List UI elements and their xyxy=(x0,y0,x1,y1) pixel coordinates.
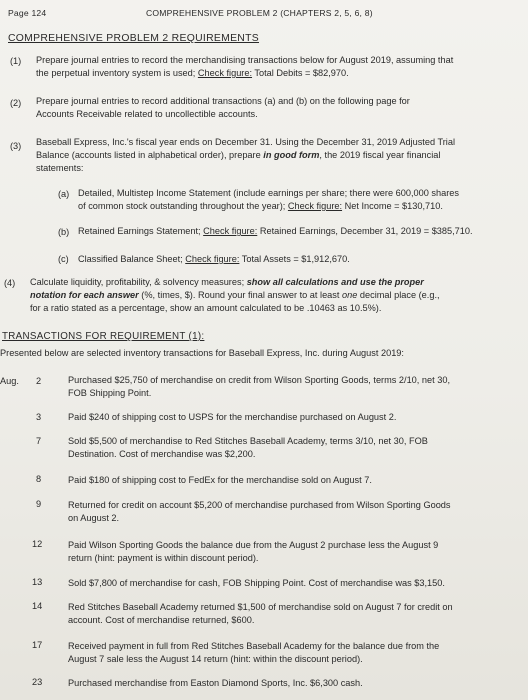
transaction-day: 17 xyxy=(32,640,43,650)
sub-b-label: (b) xyxy=(58,227,70,237)
transaction-text: Purchased $25,750 of merchandise on credit from Wilson Sporting Goods, terms 2/10, net 30, xyxy=(68,375,450,385)
chapter-header: COMPREHENSIVE PROBLEM 2 (CHAPTERS 2, 5, 6, 8) xyxy=(146,8,373,18)
transaction-text: Paid Wilson Sporting Goods the balance due from the August 2 purchase less the August 9 xyxy=(68,540,439,550)
month-label: Aug. xyxy=(0,376,19,386)
sub-c-label: (c) xyxy=(58,254,69,264)
req3-line3: statements: xyxy=(36,163,84,173)
req2-line2: Accounts Receivable related to uncollectible accounts. xyxy=(36,109,258,119)
page-number: Page 124 xyxy=(8,8,47,18)
transaction-text: Paid $180 of shipping cost to FedEx for the merchandise sold on August 7. xyxy=(68,475,372,485)
sub-a-line2: of common stock outstanding throughout the year); Check figure: Net Income = $130,710. xyxy=(78,201,443,211)
req3-line2: Balance (accounts listed in alphabetical order), prepare in good form, the 2019 fiscal year financial xyxy=(36,150,441,160)
sub-a-line1: Detailed, Multistep Income Statement (include earnings per share; there were 600,000 shares xyxy=(78,188,459,198)
transaction-day: 14 xyxy=(32,601,43,611)
transaction-text: Sold $5,500 of merchandise to Red Stitches Baseball Academy, terms 3/10, net 30, FOB xyxy=(68,436,428,446)
transactions-title: TRANSACTIONS FOR REQUIREMENT (1): xyxy=(2,331,205,342)
transaction-text: Purchased merchandise from Easton Diamond Sports, Inc. $6,300 cash. xyxy=(68,678,363,688)
transaction-text: Destination. Cost of merchandise was $2,200. xyxy=(68,449,256,459)
transaction-day: 7 xyxy=(36,436,42,446)
req1-line1: Prepare journal entries to record the merchandising transactions below for August 2019, assuming that xyxy=(36,55,454,65)
req4-line1: Calculate liquidity, profitability, & solvency measures; show all calculations and use the proper xyxy=(30,277,424,287)
req1-number: (1) xyxy=(10,56,22,66)
transaction-day: 12 xyxy=(32,539,43,549)
transaction-text: account. Cost of merchandise returned, $600. xyxy=(68,615,255,625)
transactions-intro: Presented below are selected inventory transactions for Baseball Express, Inc. during August 2019: xyxy=(0,348,404,358)
transaction-text: Returned for credit on account $5,200 of merchandise purchased from Wilson Sporting Goods xyxy=(68,500,451,510)
sub-a-label: (a) xyxy=(58,189,70,199)
req2-number: (2) xyxy=(10,98,22,108)
transaction-day: 3 xyxy=(36,412,42,422)
sub-c-line1: Classified Balance Sheet; Check figure: Total Assets = $1,912,670. xyxy=(78,254,350,264)
req1-check-label: Check figure: xyxy=(197,68,253,78)
transaction-text: FOB Shipping Point. xyxy=(68,388,152,398)
transaction-text: Paid $240 of shipping cost to USPS for the merchandise purchased on August 2. xyxy=(68,412,397,422)
transaction-day: 23 xyxy=(32,677,43,687)
transaction-day: 13 xyxy=(32,577,43,587)
transaction-text: Sold $7,800 of merchandise for cash, FOB Shipping Point. Cost of merchandise was $3,150. xyxy=(68,578,445,588)
transaction-day: 9 xyxy=(36,499,42,509)
requirements-title: COMPREHENSIVE PROBLEM 2 REQUIREMENTS xyxy=(8,33,259,44)
transaction-text: Red Stitches Baseball Academy returned $1,500 of merchandise sold on August 7 for credit on xyxy=(68,602,453,612)
transaction-day: 8 xyxy=(36,474,42,484)
req2-line1: Prepare journal entries to record additional transactions (a) and (b) on the following page for xyxy=(36,96,410,106)
req3-number: (3) xyxy=(10,141,22,151)
transaction-text: on August 2. xyxy=(68,513,120,523)
transaction-text: return (hint: payment is within discount period). xyxy=(68,553,259,563)
req3-line1: Baseball Express, Inc.'s fiscal year ends on December 31. Using the December 31, 2019 Adjusted Trial xyxy=(36,137,455,147)
req4-line2: notation for each answer (%, times, $). Round your final answer to at least one decimal place (e.g., xyxy=(30,290,440,300)
req4-number: (4) xyxy=(4,278,16,288)
req1-line2: the perpetual inventory system is used; Check figure: Total Debits = $82,970. xyxy=(36,68,349,78)
transaction-day: 2 xyxy=(36,376,42,386)
req4-line3: for a ratio stated as a percentage, show an amount calculated to be .10463 as 10.5%). xyxy=(30,303,382,313)
transaction-text: August 7 sale less the August 14 return (hint: within the discount period). xyxy=(68,654,363,664)
transaction-text: Received payment in full from Red Stitches Baseball Academy for the balance due from the xyxy=(68,641,440,651)
sub-b-line1: Retained Earnings Statement; Check figure: Retained Earnings, December 31, 2019 = $385,710. xyxy=(78,226,473,236)
